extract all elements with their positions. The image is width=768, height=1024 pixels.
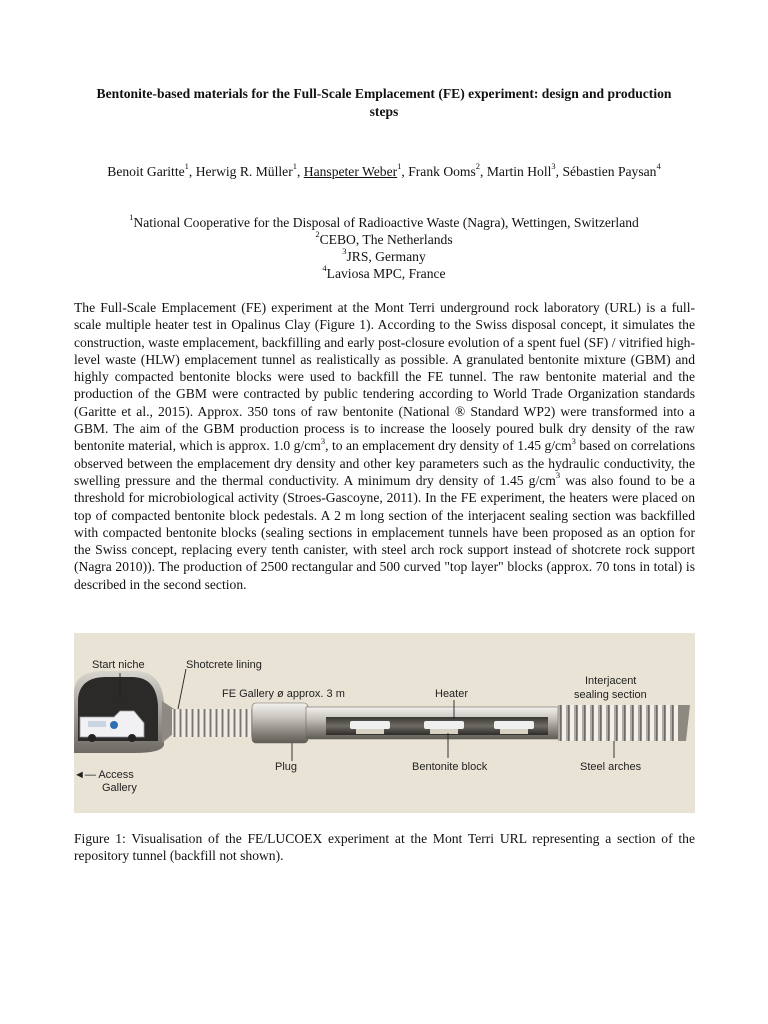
author: Sébastien Paysan$^4$ xyxy=(562,161,661,179)
plug-shape xyxy=(252,703,308,743)
author-list xyxy=(80,163,688,181)
figure-caption: Figure 1: Visualisation of the FE/LUCOEX experiment at the Mont Terri URL representing a section of the repository tunnel (backfill not shown). xyxy=(74,831,695,864)
affiliation: $^3$JRS, Germany xyxy=(342,246,426,264)
author: Martin Holl$^3$, xyxy=(486,161,563,179)
heater-shape xyxy=(494,721,534,729)
label-fe-gallery: FE Gallery ø approx. 3 m xyxy=(222,688,345,700)
body-paragraph: The Full-Scale Emplacement (FE) experiment at the Mont Terri underground rock laboratory (URL) is a full-scale multiple heater test in Opalinus Clay (Figure 1). According to the Swiss disposal concept, it simulates the construction, waste emplacement, backfilling and early post-closure evolution of a spent fuel (SF) / vitrified high-level waste (HLW) emplacement tunnel as realistically as possible. A granulated bentonite mixture (GBM) and highly compacted bentonite blocks were used to backfill the FE tunnel. The raw bentonite material and the production of the GBM were contracted by public tendering according to World Trade Organization standards (Garitte et al., 2015). Approx. 350 tons of raw bentonite (National ® Standard WP2) were transformed into a GBM. The aim of the GBM production process is to increase the loosely poured bulk dry density of the raw bentonite material, which is approx. 1.0 $g/cm^3$, to an emplacement dry density of 1.45 $g/cm^3$ based on correlations observed between the emplacement dry density and other key parameters such as the hydraulic conductivity, the swelling pressure and the thermal conductivity. A minimum dry density of 1.45 $g/cm^3$ was also found to be a threshold for microbiological activity (Stroes-Gascoyne, 2011). In the FE experiment, the heaters were placed on top of compacted bentonite block pedestals. A 2 m long section of the interjacent sealing section was backfilled with compacted bentonite blocks (sealing sections in emplacement tunnels have been proposed as an option for the Swiss concept, replacing every tenth canister, with steel arch rock support instead of shotcrete rock support (Nagra 2010)). The production of 2500 rectangular and 500 curved "top layer" blocks (approx. 70 tons in total) is described in the second section. xyxy=(74,300,695,592)
fe-gallery-tube xyxy=(306,707,558,739)
author: Benoit Garitte$^1$, xyxy=(107,161,196,179)
author: Frank Ooms$^2$, xyxy=(408,161,487,179)
start-niche-shape xyxy=(74,671,164,753)
label-shotcrete-lining: Shotcrete lining xyxy=(186,659,262,671)
affiliation: $^1$National Cooperative for the Disposal of Radioactive Waste (Nagra), Wettingen, Switzerland xyxy=(129,212,639,230)
label-steel-arches: Steel arches xyxy=(580,761,642,773)
label-interjacent: Interjacent xyxy=(585,675,637,687)
label-bentonite-block: Bentonite block xyxy=(412,761,488,773)
heater-shape xyxy=(350,721,390,729)
affiliation: $^2$CEBO, The Netherlands xyxy=(315,229,453,247)
label-access-gallery-2: Gallery xyxy=(102,782,137,794)
label-plug: Plug xyxy=(275,761,298,773)
author: Herwig R. Müller$^1$, xyxy=(195,161,304,179)
shotcrete-lining-section xyxy=(172,709,254,737)
steel-arches-section xyxy=(558,705,690,741)
label-start-niche: Start niche xyxy=(92,659,145,671)
heater-shape xyxy=(424,721,464,729)
affiliation-list xyxy=(80,214,688,282)
label-access-gallery: ◄— Access xyxy=(74,769,134,781)
label-sealing-section: sealing section xyxy=(574,689,647,701)
figure-1-tunnel-illustration xyxy=(74,633,695,813)
paper-title: Bentonite-based materials for the Full-Scale Emplacement (FE) experiment: design and production steps xyxy=(96,86,672,119)
affiliation: $^4$Laviosa MPC, France xyxy=(322,263,446,281)
author-presenting: Hanspeter Weber$^1$, xyxy=(303,161,409,179)
label-heater: Heater xyxy=(435,688,469,700)
